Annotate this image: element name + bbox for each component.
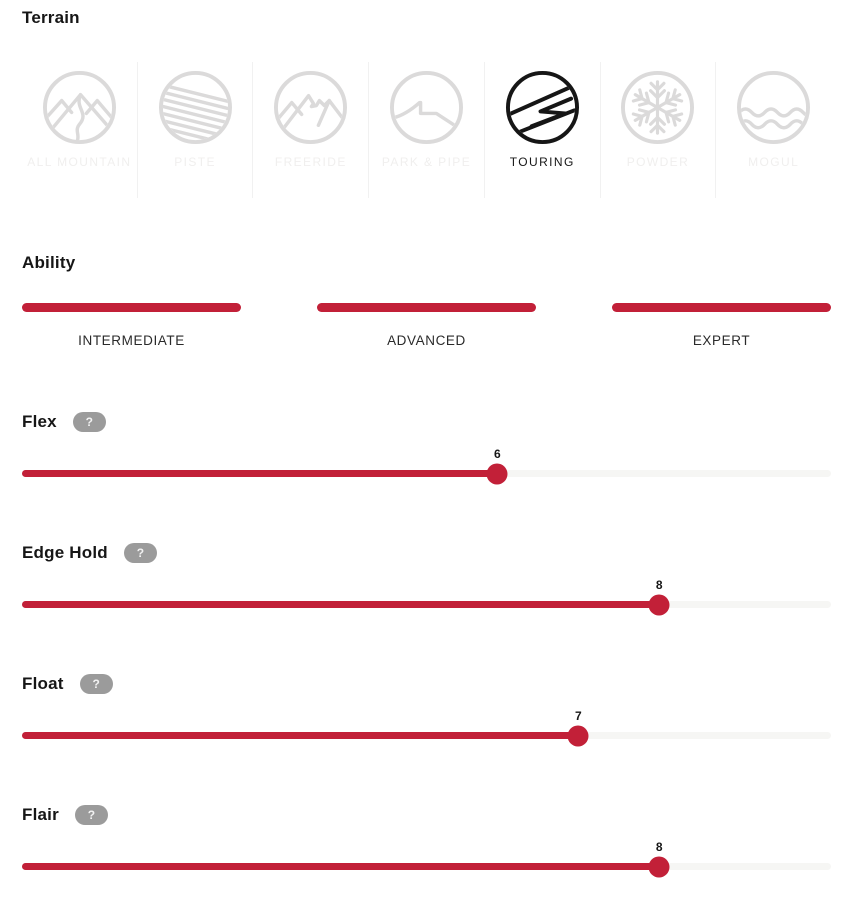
edge-hold-help-badge[interactable]: ? [124,543,157,563]
ability-level-bar [317,303,536,312]
flair-slider-section [22,805,831,870]
all-mountain-icon [24,70,135,145]
terrain-option-powder[interactable] [600,62,716,198]
terrain-option-touring[interactable] [484,62,600,198]
ability-section [22,253,831,348]
flair-help-badge[interactable]: ? [75,805,108,825]
slider-value: 8 [655,577,663,592]
terrain-title: Terrain [22,8,80,27]
ability-level-label: ADVANCED [387,333,466,348]
slider-handle[interactable] [487,463,508,484]
slider-track[interactable] [22,839,831,870]
terrain-option-label: PISTE [174,155,216,169]
terrain-option-piste[interactable] [137,62,253,198]
ability-level-bar [22,303,241,312]
powder-icon [603,70,714,145]
terrain-option-label: POWDER [626,155,690,169]
park-pipe-icon [371,70,482,145]
slider-title: Flair [22,805,59,824]
slider-fill [22,863,659,870]
terrain-option-label: TOURING [509,155,575,169]
ability-level-intermediate [22,303,241,348]
piste-icon [140,70,251,145]
slider-fill [22,470,497,477]
slider-title: Flex [22,412,57,431]
slider-handle[interactable] [649,856,670,877]
ability-row [22,303,831,348]
slider-fill [22,732,578,739]
flex-help-badge[interactable]: ? [73,412,106,432]
slider-value: 7 [574,708,582,723]
terrain-option-label: PARK & PIPE [381,155,472,169]
terrain-section [22,8,831,198]
terrain-option-all-mountain[interactable] [22,62,137,198]
slider-track[interactable] [22,708,831,739]
ability-level-bar [612,303,831,312]
flex-slider-section [22,412,831,477]
ability-level-expert [612,303,831,348]
terrain-option-label: FREERIDE [274,155,347,169]
edge-hold-slider-section [22,543,831,608]
slider-track[interactable] [22,577,831,608]
touring-icon [487,70,598,145]
slider-track[interactable] [22,446,831,477]
slider-fill [22,601,659,608]
slider-head [22,543,831,563]
terrain-option-label: ALL MOUNTAIN [27,155,132,169]
slider-value: 6 [494,446,501,461]
ability-level-label: INTERMEDIATE [78,333,185,348]
ability-title: Ability [22,253,76,272]
slider-title: Float [22,674,64,693]
slider-head [22,412,831,432]
terrain-option-label: MOGUL [748,155,800,169]
terrain-option-park-pipe[interactable] [368,62,484,198]
mogul-icon [718,70,829,145]
ability-level-advanced [317,303,536,348]
slider-head [22,674,831,694]
slider-handle[interactable] [568,725,589,746]
terrain-option-freeride[interactable] [252,62,368,198]
slider-head [22,805,831,825]
float-slider-section [22,674,831,739]
slider-value: 8 [655,839,663,854]
freeride-icon [255,70,366,145]
terrain-option-mogul[interactable] [715,62,831,198]
slider-handle[interactable] [649,594,670,615]
spec-sliders [22,412,831,870]
float-help-badge[interactable]: ? [80,674,113,694]
ability-level-label: EXPERT [692,333,751,348]
slider-title: Edge Hold [22,543,108,562]
terrain-row [22,62,831,198]
